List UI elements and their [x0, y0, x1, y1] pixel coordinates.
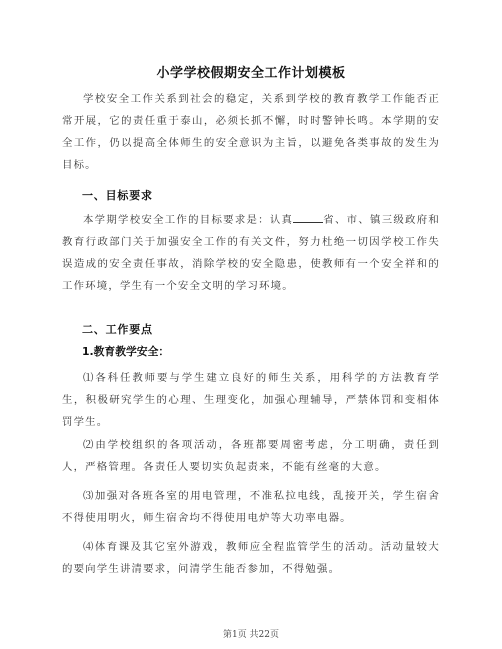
- section-heading-goals: 一、目标要求: [82, 189, 153, 202]
- list-item: ⑷体育课及其它室外游戏，教师应全程监管学生的活动。活动量较大的要向学生讲清要求，问清学生能否参加，不得勉强。: [62, 541, 440, 575]
- subheading-teaching-safety: 1.教育教学安全：: [82, 345, 170, 358]
- fill-blank: [293, 212, 323, 223]
- list-item: ⑴各科任教师要与学生建立良好的师生关系，用科学的方法教育学生，积极研究学生的心理、生理变化，加强心理辅导，严禁体罚和变相体罚学生。: [62, 372, 440, 428]
- document-title: 小学学校假期安全工作计划模板: [156, 66, 346, 81]
- list-item: ⑶加强对各班各室的用电管理，不准私拉电线，乱接开关，学生宿舍不得使用明火，师生宿舍均不得使用电炉等大功率电器。: [62, 490, 440, 524]
- section-heading-key-points: 二、工作要点: [82, 323, 153, 336]
- goals-text-part1: 本学期学校安全工作的目标要求是：认真: [83, 214, 294, 226]
- goals-paragraph: [62, 209, 440, 297]
- page-number: 第1页 共22页: [222, 630, 280, 640]
- intro-paragraph: 学校安全工作关系到社会的稳定，关系到学校的教育教学工作能否正常开展，它的责任重于泰山，必须长抓不懈，时时警钟长鸣。本学期的安全工作，仍以提高全体师生的安全意识为主旨，以避免各类事故的发生为目标。: [62, 93, 440, 171]
- list-item: ⑵由学校组织的各项活动，各班都要周密考虑，分工明确，责任到人，严格管理。各责任人要切实负起责来，不能有丝毫的大意。: [62, 439, 440, 473]
- goals-text-part2: 省、市、镇三级政府和教育行政部门关于加强安全工作的有关文件，努力杜绝一切因学校工作失误造成的安全责任事故，消除学校的安全隐患，使教师有一个安全祥和的工作环境，学生有一个安全文明的学习环境。: [62, 214, 441, 292]
